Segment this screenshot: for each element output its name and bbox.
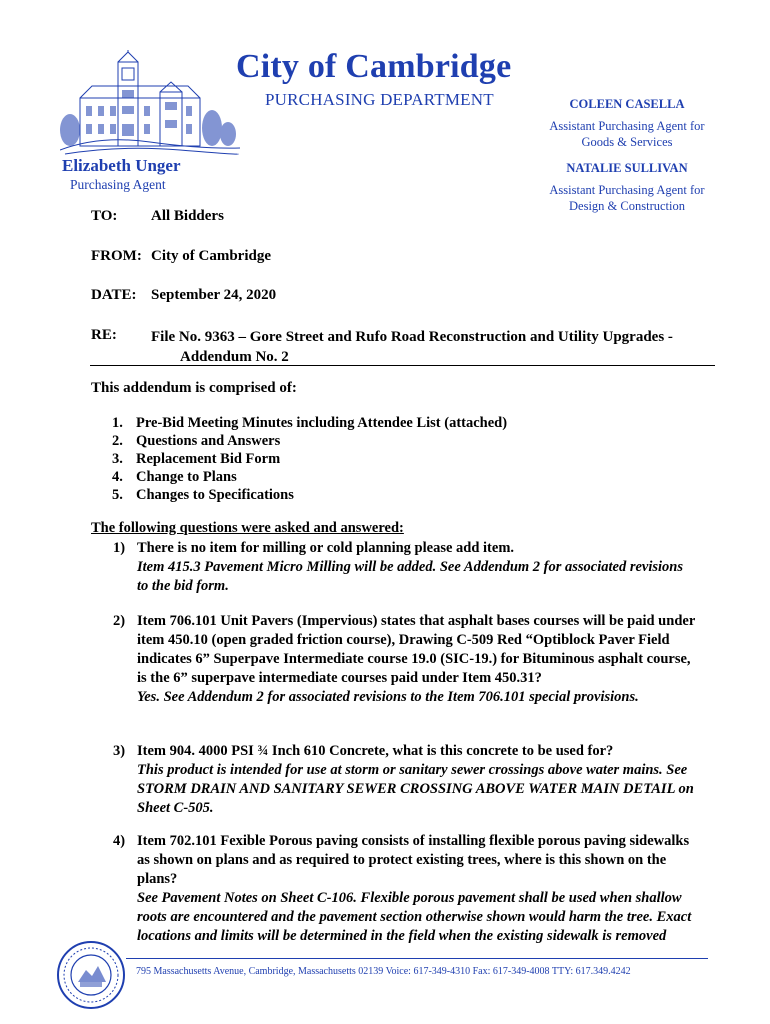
qa-number: 3)	[113, 743, 126, 759]
memo-re-line1: File No. 9363 – Gore Street and Rufo Road Reconstruction and Utility Upgrades -	[151, 329, 673, 345]
addendum-items-list	[112, 414, 507, 504]
footer-divider	[126, 958, 708, 959]
qa-answer: See Pavement Notes on Sheet C-106. Flexible porous pavement shall be used when shallow roots are encountered and the pavement section otherwise shown would harm the tree. Exact locations and limits will be determined in the field when the existing sidewalk is removed	[137, 890, 692, 944]
staff-role: Goods & Services	[581, 135, 673, 149]
memo-date-value: September 24, 2020	[151, 287, 277, 303]
staff-block-goods	[527, 96, 727, 150]
memo-from-label: FROM:	[91, 248, 142, 264]
qa-number: 1)	[113, 540, 126, 556]
qa-question: Item 702.101 Fexible Porous paving consists of installing flexible porous paving sidewalks as shown on plans and as required to protect existing trees, where is this shown on the plans?	[137, 833, 690, 887]
qa-number: 2)	[113, 613, 126, 629]
staff-block-design	[527, 160, 727, 214]
purchasing-agent-name: Elizabeth Unger	[62, 156, 181, 175]
staff-name: COLEEN CASELLA	[569, 97, 685, 111]
staff-name: NATALIE SULLIVAN	[566, 161, 688, 175]
city-seal-icon	[56, 940, 126, 1010]
qa-item	[113, 612, 713, 707]
qa-question: There is no item for milling or cold planning please add item.	[137, 540, 515, 556]
qa-answer: Yes. See Addendum 2 for associated revisions to the Item 706.101 special provisions.	[137, 689, 639, 705]
city-hall-illustration	[60, 50, 240, 160]
list-item: 3. Replacement Bid Form	[112, 451, 281, 467]
list-item: 1. Pre-Bid Meeting Minutes including Attendee List (attached)	[112, 415, 508, 431]
page-title: City of Cambridge	[236, 48, 512, 85]
memo-re-line2: Addendum No. 2	[180, 349, 289, 365]
comprised-heading: This addendum is comprised of:	[91, 380, 297, 396]
list-item: 4. Change to Plans	[112, 469, 237, 485]
memo-from-row	[91, 248, 271, 265]
purchasing-agent-title: Purchasing Agent	[70, 177, 166, 192]
footer-contact: 795 Massachusetts Avenue, Cambridge, Massachusetts 02139 Voice: 617-349-4310 Fax: 617-349-4008 TTY: 617.349.4242	[136, 966, 631, 977]
qa-item	[113, 832, 713, 946]
staff-role: Assistant Purchasing Agent for	[549, 119, 705, 133]
memo-re-row	[91, 327, 673, 367]
qa-item	[113, 539, 713, 596]
memo-from-value: City of Cambridge	[151, 248, 271, 264]
qa-heading: The following questions were asked and answered:	[91, 520, 404, 536]
qa-question: Item 706.101 Unit Pavers (Impervious) states that asphalt bases courses will be paid under item 450.10 (open graded friction course), Drawing C-509 Red “Optiblock Paver Field indicates 6” Superpave Intermediate course 19.0 (SIC-19.) for Bituminous asphalt course, is the 6” superpave intermediate courses paid under Item 450.31?	[137, 613, 695, 686]
qa-answer: This product is intended for use at storm or sanitary sewer crossings above water mains. See STORM DRAIN AND SANITARY SEWER CROSSING ABOVE WATER MAIN DETAIL on Sheet C-505.	[137, 762, 694, 816]
department-name: PURCHASING DEPARTMENT	[265, 90, 494, 109]
staff-role: Design & Construction	[569, 199, 685, 213]
list-item: 5. Changes to Specifications	[112, 487, 294, 503]
divider	[90, 365, 715, 366]
memo-date-row	[91, 287, 276, 304]
memo-re-label: RE:	[91, 327, 117, 343]
staff-role: Assistant Purchasing Agent for	[549, 183, 705, 197]
memo-date-label: DATE:	[91, 287, 137, 303]
memo-to-row	[91, 208, 224, 225]
list-item: 2. Questions and Answers	[112, 433, 281, 449]
memo-to-label: TO:	[91, 208, 118, 224]
qa-number: 4)	[113, 833, 126, 849]
memo-to-value: All Bidders	[151, 208, 224, 224]
qa-question: Item 904. 4000 PSI ¾ Inch 610 Concrete, what is this concrete to be used for?	[137, 743, 614, 759]
qa-item	[113, 742, 713, 818]
qa-answer: Item 415.3 Pavement Micro Milling will be added. See Addendum 2 for associated revisions to the bid form.	[137, 559, 684, 594]
